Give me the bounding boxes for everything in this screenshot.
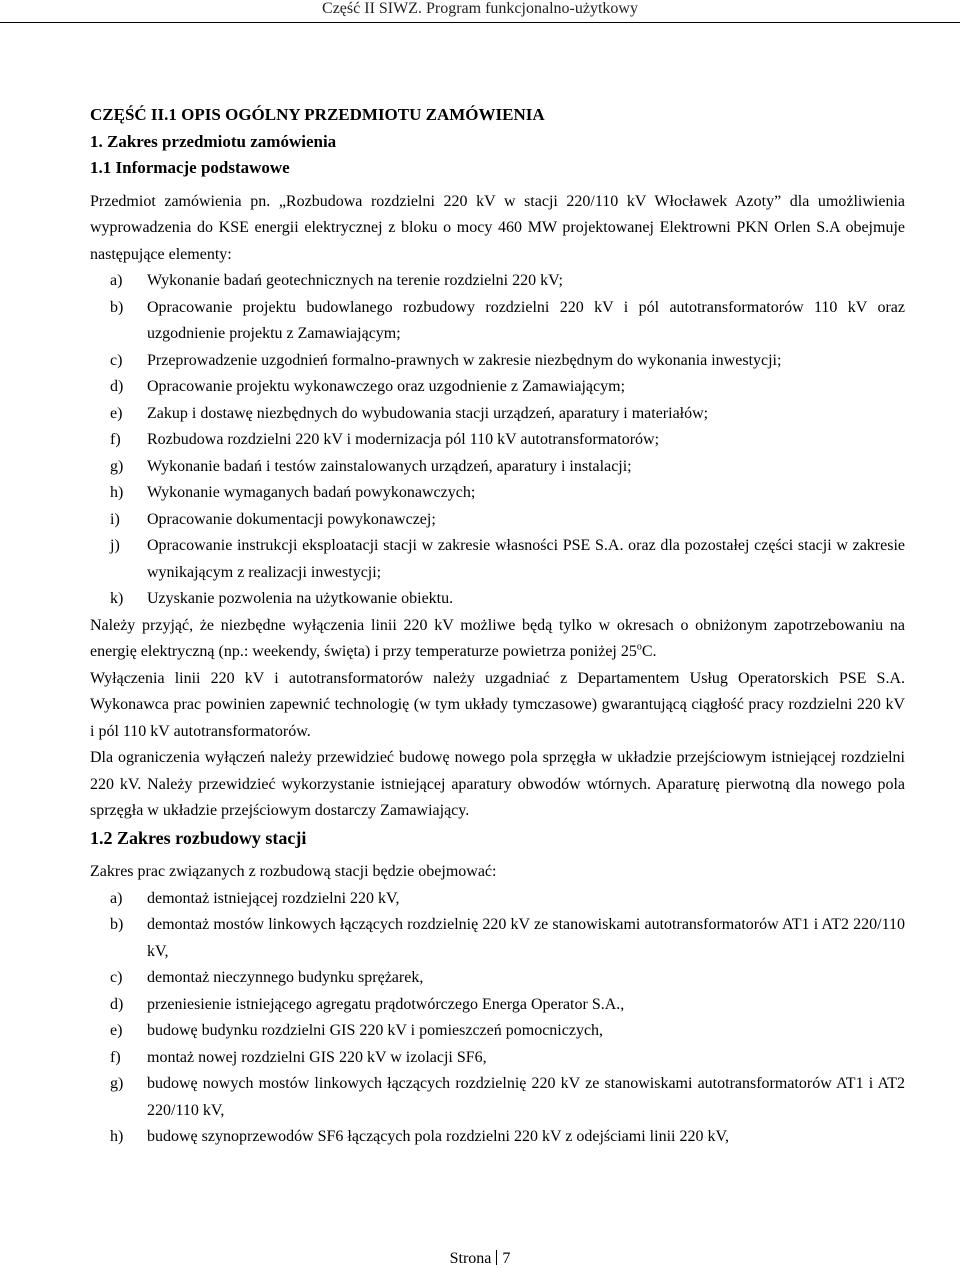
list-marker: a): [110, 272, 123, 289]
page-number: 7: [502, 1250, 511, 1267]
list-item-text: Opracowanie dokumentacji powykonawczej;: [147, 510, 436, 528]
list-marker: f): [110, 1048, 121, 1066]
list-marker: i): [110, 510, 120, 528]
outage-paragraph: Należy przyjąć, że niezbędne wyłączenia linii 220 kV możliwe będą tylko w okresach o obniżonym zapotrzebowaniu na energię elektryczną (np.: weekendy, święta) i przy temperaturze powietrza poniżej 25$^o$C.: [90, 616, 905, 660]
header-rule: [0, 22, 960, 23]
running-header: Część II SIWZ. Program funkcjonalno-użytkowy: [322, 0, 638, 17]
list-marker: b): [110, 916, 124, 933]
scope-intro: Zakres prac związanych z rozbudową stacji będzie obejmować:: [90, 863, 497, 880]
list-item: [90, 427, 905, 454]
list-marker: j): [110, 537, 120, 554]
page-footer: [0, 1250, 960, 1268]
list-item-text: budowę nowych mostów linkowych łączących rozdzielnię 220 kV ze stanowiskami autotransformatorów AT1 i AT2 220/110 kV,: [147, 1075, 905, 1119]
list-item-text: Opracowanie instrukcji eksploatacji stacji w zakresie własności PSE S.A. oraz dla pozostałej części stacji w zakresie wynikającym z realizacji inwestycji;: [147, 537, 905, 581]
list-item: [90, 992, 905, 1019]
list-marker: e): [110, 1022, 123, 1039]
list-item: [90, 533, 905, 586]
list-item-text: demontaż nieczynnego budynku sprężarek,: [147, 969, 424, 986]
list-item: [90, 374, 905, 401]
scope-elements-list: [90, 268, 905, 613]
list-item: [90, 886, 905, 913]
list-marker: h): [110, 1128, 124, 1145]
list-item: [90, 268, 905, 295]
subsection-heading: 1.1 Informacje podstawowe: [90, 158, 290, 177]
coupler-paragraph: Dla ograniczenia wyłączeń należy przewidzieć budowę nowego pola sprzęgła w układzie przejściowym istniejącej rozdzielni 220 kV. Należy przewidzieć wykorzystanie istniejącej aparatury obwodów wtórnych. Aparaturę pierwotną dla nowego pola sprzęgła w układzie przejściowym dostarczy Zamawiający.: [90, 749, 905, 819]
section-1-2-heading: 1.2 Zakres rozbudowy stacji: [90, 827, 307, 848]
list-item: [90, 295, 905, 348]
expansion-scope-list: [90, 886, 905, 1151]
list-marker: d): [110, 378, 124, 395]
list-item-text: Zakup i dostawę niezbędnych do wybudowania stacji urządzeń, aparatury i materiałów;: [147, 404, 709, 422]
section-heading: 1. Zakres przedmiotu zamówienia: [90, 131, 337, 151]
list-marker: k): [110, 590, 124, 607]
list-marker: h): [110, 484, 124, 501]
list-item-text: Przeprowadzenie uzgodnień formalno-prawnych w zakresie niezbędnym do wykonania inwestycji;: [147, 351, 782, 369]
list-item-text: demontaż istniejącej rozdzielni 220 kV,: [147, 889, 400, 907]
list-item-text: demontaż mostów linkowych łączących rozdzielnię 220 kV ze stanowiskami autotransformatorów AT1 i AT2 220/110 kV,: [147, 916, 905, 960]
list-item-text: montaż nowej rozdzielni GIS 220 kV w izolacji SF6,: [147, 1048, 487, 1066]
list-marker: b): [110, 298, 124, 316]
list-item: [90, 586, 905, 613]
page-label: Strona: [449, 1250, 492, 1267]
list-marker: a): [110, 889, 123, 907]
list-item-text: Wykonanie badań geotechnicznych na terenie rozdzielni 220 kV;: [147, 272, 563, 289]
list-item: [90, 965, 905, 992]
list-item-text: Opracowanie projektu wykonawczego oraz uzgodnienie z Zamawiającym;: [147, 378, 626, 395]
list-item-text: Opracowanie projektu budowlanego rozbudowy rozdzielni 220 kV i pól autotransformatorów 110 kV oraz uzgodnienie projektu z Zamawiającym;: [147, 298, 905, 342]
list-item: [90, 1124, 905, 1151]
list-item: [90, 454, 905, 481]
list-marker: d): [110, 995, 124, 1013]
list-item: [90, 912, 905, 965]
list-item-text: Uzyskanie pozwolenia na użytkowanie obiektu.: [147, 590, 454, 607]
list-marker: f): [110, 431, 121, 448]
list-marker: g): [110, 1075, 124, 1092]
list-item-text: budowę budynku rozdzielni GIS 220 kV i pomieszczeń pomocniczych,: [147, 1022, 604, 1039]
list-marker: g): [110, 457, 124, 475]
list-item-text: Wykonanie badań i testów zainstalowanych urządzeń, aparatury i instalacji;: [147, 457, 632, 475]
list-item: [90, 348, 905, 375]
list-item: [90, 1018, 905, 1045]
list-item-text: Rozbudowa rozdzielni 220 kV i modernizacja pól 110 kV autotransformatorów;: [147, 431, 660, 448]
document-body: [90, 102, 905, 1151]
list-item: [90, 480, 905, 507]
list-item: [90, 1071, 905, 1124]
list-item: [90, 401, 905, 428]
footer-separator: [496, 1250, 497, 1265]
list-item: [90, 507, 905, 534]
list-item-text: budowę szynoprzewodów SF6 łączących pola rozdzielni 220 kV z odejściami linii 220 kV,: [147, 1128, 729, 1145]
list-item-text: Wykonanie wymaganych badań powykonawczych;: [147, 484, 476, 501]
list-marker: c): [110, 969, 123, 986]
coordination-paragraph: Wyłączenia linii 220 kV i autotransformatorów należy uzgadniać z Departamentem Usług Operatorskich PSE S.A. Wykonawca prac powinien zapewnić technologię (w tym układy tymczasowe) gwarantującą ciągłość pracy rozdzielni 220 kV i pól 110 kV autotransformatorów.: [90, 669, 905, 740]
list-item: [90, 1045, 905, 1072]
list-marker: c): [110, 351, 123, 369]
list-marker: e): [110, 404, 123, 422]
list-item-text: przeniesienie istniejącego agregatu prądotwórczego Energa Operator S.A.,: [147, 995, 625, 1013]
intro-paragraph: Przedmiot zamówienia pn. „Rozbudowa rozdzielni 220 kV w stacji 220/110 kV Włocławek Azoty” dla umożliwienia wyprowadzenia do KSE energii elektrycznej z bloku o mocy 460 MW projektowanej Elektrowni PKN Orlen S.A obejmuje następujące elementy:: [90, 192, 905, 263]
part-heading: CZĘŚĆ II.1 OPIS OGÓLNY PRZEDMIOTU ZAMÓWIENIA: [90, 105, 545, 124]
